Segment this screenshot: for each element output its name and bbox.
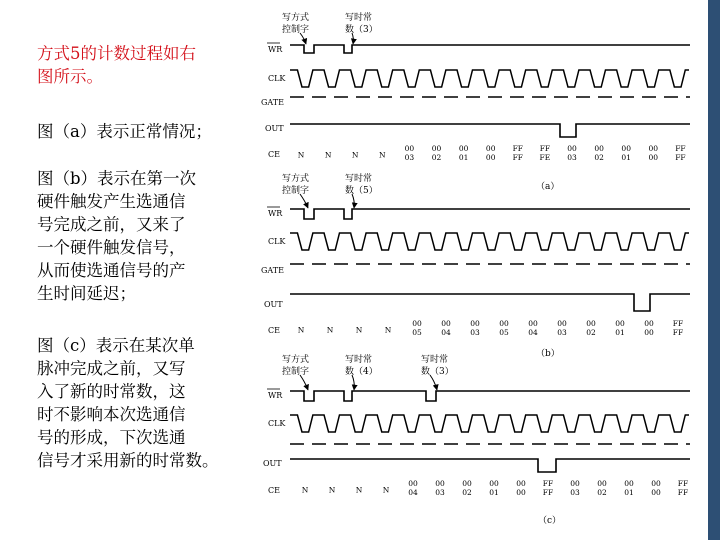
note-c-ctrl-1: 写方式 <box>282 355 310 365</box>
ce-value-bottom: 04 <box>441 328 451 337</box>
ce-value-bottom: 00 <box>651 488 661 497</box>
ce-values-c <box>302 479 688 497</box>
note-b-ctrl-1: 写方式 <box>282 174 310 184</box>
ce-value-top: 00 <box>470 319 480 328</box>
ce-value-top: FF <box>539 144 551 153</box>
wave-c-out <box>290 459 690 472</box>
ce-value-top: N <box>351 150 359 160</box>
ce-value-bottom: 03 <box>567 153 577 162</box>
ce-value-top: N <box>355 325 363 335</box>
caption-a: （a） <box>536 182 560 192</box>
ce-value-top: N <box>297 325 305 335</box>
note-c-const2-2: 数（3） <box>421 367 454 377</box>
label-a-out: OUT <box>265 124 284 133</box>
ce-values-b <box>298 319 683 337</box>
arrow-c-ctrl <box>300 375 308 390</box>
ce-value-bottom: 05 <box>499 328 509 337</box>
ce-value-bottom: 05 <box>412 328 422 337</box>
ce-value-bottom: 03 <box>435 488 445 497</box>
ce-value-top: 00 <box>648 144 659 153</box>
wave-c-wr <box>290 391 690 401</box>
ce-value-bottom: FF <box>672 328 684 337</box>
caption-c: （c） <box>538 516 562 526</box>
ce-value-top: 00 <box>489 479 499 488</box>
ce-value-bottom: 01 <box>621 153 631 162</box>
ce-value-bottom: FF <box>542 488 554 497</box>
figure-c-paragraph: 图（c）表示在某次单 脉冲完成之前，又写 入了新的时常数，这 时不影响本次选通信 号的形成，下次选通 信号才采用新的时常数。 <box>37 336 219 470</box>
arrow-c-const1 <box>352 375 354 390</box>
ce-value-top: 00 <box>441 319 451 328</box>
ce-value-top: 00 <box>404 144 415 153</box>
ce-value-top: N <box>328 485 336 495</box>
label-b-gate: GATE <box>261 266 284 275</box>
wave-b-wr <box>290 209 690 219</box>
ce-value-top: 00 <box>516 479 526 488</box>
note-c-const1-2: 数（4） <box>345 367 378 377</box>
arrow-c-const2 <box>430 375 437 390</box>
ce-value-top: 00 <box>458 144 469 153</box>
timing-diagrams <box>255 0 707 540</box>
ce-value-bottom: 02 <box>594 153 604 162</box>
ce-value-top: 00 <box>644 319 654 328</box>
ce-value-top: 00 <box>499 319 509 328</box>
figure-a-paragraph: 图（a）表示正常情况； <box>37 122 212 141</box>
ce-value-bottom: 02 <box>431 153 442 162</box>
label-a-clk: CLK <box>268 74 286 83</box>
clock-waveform <box>290 415 689 432</box>
wave-a-out <box>290 124 690 137</box>
wave-a-clk <box>290 70 689 87</box>
ce-value-bottom: 03 <box>404 153 415 162</box>
ce-value-top: FF <box>677 479 689 488</box>
ce-value-top: N <box>324 150 332 160</box>
note-a-ctrl-1: 写方式 <box>282 13 310 23</box>
ce-value-bottom: 04 <box>408 488 418 497</box>
ce-value-bottom: 00 <box>648 153 659 162</box>
ce-value-top: 00 <box>435 479 445 488</box>
ce-value-top: FF <box>512 144 524 153</box>
ce-values-a <box>298 144 686 162</box>
caption-b: （b） <box>536 349 560 359</box>
wave-b-out <box>290 294 690 311</box>
ce-value-bottom: 03 <box>470 328 480 337</box>
note-c-ctrl-2: 控制字 <box>282 367 310 377</box>
ce-value-top: 00 <box>485 144 496 153</box>
ce-value-top: 00 <box>586 319 596 328</box>
ce-value-top: 00 <box>651 479 661 488</box>
wave-c-clk <box>290 415 689 432</box>
note-a-const-2: 数（3） <box>345 25 378 35</box>
ce-value-top: N <box>297 150 305 160</box>
label-b-wr: WR <box>268 209 283 218</box>
clock-waveform <box>290 70 689 87</box>
clock-waveform <box>290 233 689 250</box>
ce-value-top: 00 <box>615 319 625 328</box>
ce-value-top: 00 <box>570 479 580 488</box>
ce-value-bottom: 03 <box>570 488 580 497</box>
label-c-ce: CE <box>268 486 280 495</box>
ce-value-bottom: FF <box>675 153 686 162</box>
ce-value-bottom: 02 <box>586 328 596 337</box>
arrow-b-const <box>352 194 354 208</box>
ce-value-bottom: FF <box>512 153 524 162</box>
note-b-const-2: 数（5） <box>345 186 378 196</box>
ce-value-bottom: 03 <box>557 328 567 337</box>
wave-a-wr <box>290 45 690 53</box>
note-b-const-1: 写时常 <box>345 174 373 184</box>
ce-value-bottom: FE <box>539 153 551 162</box>
ce-value-top: 00 <box>621 144 631 153</box>
ce-value-bottom: 01 <box>615 328 625 337</box>
ce-value-top: 00 <box>594 144 604 153</box>
ce-value-top: FF <box>672 319 684 328</box>
ce-value-bottom: 01 <box>624 488 634 497</box>
ce-value-top: 00 <box>557 319 567 328</box>
ce-value-top: 00 <box>408 479 418 488</box>
label-b-out: OUT <box>264 300 283 309</box>
figure-b-paragraph: 图（b）表示在第一次 硬件触发产生选通信 号完成之前，又来了 一个硬件触发信号， 从而使选通信号的产 生时间延迟； <box>37 169 197 303</box>
label-c-out: OUT <box>263 459 282 468</box>
ce-value-top: 00 <box>412 319 422 328</box>
ce-value-top: FF <box>675 144 686 153</box>
ce-value-bottom: 00 <box>644 328 654 337</box>
ce-value-top: N <box>382 485 390 495</box>
timing-diagram-c <box>263 353 690 526</box>
label-b-clk: CLK <box>268 237 286 246</box>
timing-diagram-a <box>261 11 690 192</box>
note-b-ctrl-2: 控制字 <box>282 186 310 196</box>
ce-value-top: FF <box>542 479 554 488</box>
label-b-ce: CE <box>268 326 280 335</box>
ce-value-top: N <box>326 325 334 335</box>
intro-paragraph: 方式5的计数过程如右 图所示。 <box>37 44 196 86</box>
timing-diagram-b <box>261 172 690 359</box>
ce-value-top: N <box>384 325 392 335</box>
ce-value-bottom: 04 <box>528 328 538 337</box>
note-a-ctrl-2: 控制字 <box>282 25 310 35</box>
ce-value-top: 00 <box>528 319 538 328</box>
ce-value-bottom: 02 <box>597 488 607 497</box>
wave-b-clk <box>290 233 689 250</box>
note-a-const-1: 写时常 <box>345 13 373 23</box>
label-c-clk: CLK <box>268 419 286 428</box>
ce-value-bottom: 00 <box>516 488 526 497</box>
ce-value-top: N <box>301 485 309 495</box>
note-c-const2-1: 写时常 <box>421 355 449 365</box>
note-c-const1-1: 写时常 <box>345 355 373 365</box>
ce-value-top: N <box>355 485 363 495</box>
ce-value-bottom: 01 <box>489 488 499 497</box>
ce-value-top: 00 <box>431 144 442 153</box>
ce-value-top: 00 <box>597 479 607 488</box>
ce-value-top: N <box>379 150 386 160</box>
ce-value-bottom: 00 <box>485 153 496 162</box>
ce-value-top: 00 <box>567 144 577 153</box>
arrow-b-ctrl <box>300 194 308 208</box>
ce-value-top: 00 <box>624 479 634 488</box>
ce-value-top: 00 <box>462 479 472 488</box>
ce-value-bottom: 02 <box>462 488 472 497</box>
ce-value-bottom: 01 <box>458 153 469 162</box>
slide-edge-bar <box>708 0 720 540</box>
label-c-wr: WR <box>268 391 283 400</box>
label-a-gate: GATE <box>261 98 284 107</box>
ce-value-bottom: FF <box>677 488 689 497</box>
label-a-wr: WR <box>268 45 283 54</box>
label-a-ce: CE <box>268 150 280 159</box>
